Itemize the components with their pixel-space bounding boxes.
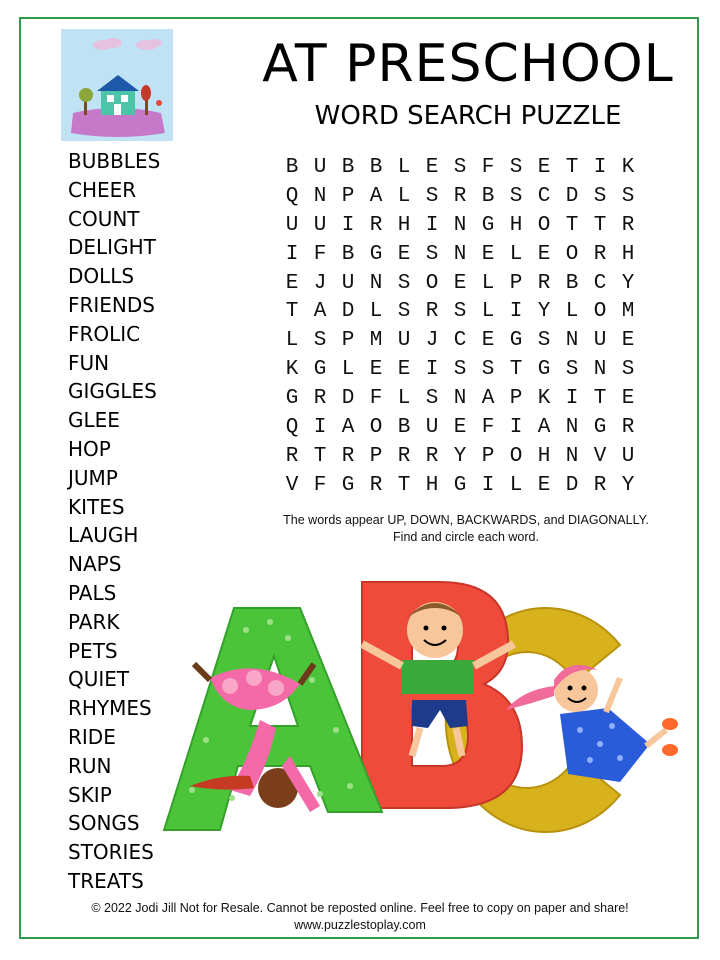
- grid-letter[interactable]: R: [341, 444, 355, 468]
- grid-letter[interactable]: B: [397, 416, 411, 440]
- instructions-line-1: The words appear UP, DOWN, BACKWARDS, and DIAGONALLY.: [283, 513, 649, 527]
- website-url[interactable]: www.puzzlestoplay.com: [294, 918, 426, 932]
- grid-row: [278, 183, 642, 212]
- grid-letter[interactable]: C: [537, 184, 551, 208]
- grid-letter[interactable]: E: [453, 416, 467, 440]
- grid-letter[interactable]: N: [453, 213, 467, 237]
- grid-letter[interactable]: A: [481, 387, 495, 411]
- grid-letter[interactable]: L: [397, 184, 411, 208]
- grid-letter[interactable]: E: [397, 358, 411, 382]
- grid-row: [278, 443, 642, 472]
- grid-letter[interactable]: R: [285, 444, 299, 468]
- word-item: PALS: [68, 580, 117, 605]
- grid-letter[interactable]: E: [397, 242, 411, 266]
- grid-letter[interactable]: G: [481, 213, 495, 237]
- grid-letter[interactable]: G: [285, 387, 299, 411]
- grid-letter[interactable]: B: [341, 156, 355, 179]
- grid-letter[interactable]: M: [621, 300, 635, 324]
- grid-letter[interactable]: P: [481, 444, 495, 468]
- grid-letter[interactable]: U: [425, 416, 439, 440]
- grid-row: [278, 154, 642, 183]
- grid-letter[interactable]: A: [341, 416, 355, 440]
- grid-row: [278, 472, 642, 501]
- grid-letter[interactable]: I: [285, 242, 299, 266]
- grid-letter[interactable]: S: [621, 358, 635, 382]
- grid-letter[interactable]: I: [313, 416, 327, 440]
- grid-letter[interactable]: V: [593, 444, 607, 468]
- grid-letter[interactable]: S: [509, 156, 523, 179]
- grid-letter[interactable]: T: [509, 358, 523, 382]
- grid-letter[interactable]: O: [509, 444, 523, 468]
- grid-letter[interactable]: S: [453, 300, 467, 324]
- grid-letter[interactable]: N: [565, 329, 579, 353]
- page-title: AT PRESCHOOL: [262, 34, 674, 94]
- grid-letter[interactable]: Y: [453, 444, 467, 468]
- grid-letter[interactable]: R: [621, 416, 635, 440]
- grid-letter[interactable]: Q: [285, 416, 299, 440]
- grid-letter[interactable]: C: [593, 271, 607, 295]
- grid-letter[interactable]: R: [593, 473, 607, 497]
- grid-letter[interactable]: T: [565, 213, 579, 237]
- grid-letter[interactable]: S: [425, 184, 439, 208]
- grid-letter[interactable]: I: [509, 300, 523, 324]
- grid-letter[interactable]: R: [593, 242, 607, 266]
- word-item: RHYMES: [68, 696, 152, 721]
- grid-row: [278, 270, 642, 299]
- grid-letter[interactable]: C: [453, 329, 467, 353]
- grid-letter[interactable]: L: [509, 473, 523, 497]
- word-item: DELIGHT: [68, 235, 156, 260]
- grid-letter[interactable]: B: [481, 184, 495, 208]
- grid-letter[interactable]: S: [593, 184, 607, 208]
- grid-letter[interactable]: U: [593, 329, 607, 353]
- grid-letter[interactable]: L: [369, 300, 383, 324]
- grid-letter[interactable]: Y: [621, 473, 635, 497]
- grid-letter[interactable]: E: [481, 329, 495, 353]
- word-item: FROLIC: [68, 321, 141, 346]
- grid-letter[interactable]: G: [593, 416, 607, 440]
- grid-letter[interactable]: U: [621, 444, 635, 468]
- grid-letter[interactable]: E: [369, 358, 383, 382]
- grid-letter[interactable]: H: [621, 242, 635, 266]
- grid-letter[interactable]: L: [285, 329, 299, 353]
- grid-letter[interactable]: B: [341, 242, 355, 266]
- grid-letter[interactable]: E: [481, 242, 495, 266]
- grid-letter[interactable]: E: [621, 387, 635, 411]
- word-item: FUN: [68, 350, 110, 375]
- word-item: RIDE: [68, 724, 116, 749]
- grid-letter[interactable]: F: [369, 387, 383, 411]
- grid-letter[interactable]: O: [537, 213, 551, 237]
- grid-letter[interactable]: V: [285, 473, 299, 497]
- grid-letter[interactable]: L: [481, 271, 495, 295]
- grid-letter[interactable]: R: [621, 213, 635, 237]
- grid-row: [278, 356, 642, 385]
- grid-letter[interactable]: E: [621, 329, 635, 353]
- grid-letter[interactable]: R: [397, 444, 411, 468]
- grid-letter[interactable]: S: [481, 358, 495, 382]
- grid-letter[interactable]: N: [453, 387, 467, 411]
- grid-letter[interactable]: I: [509, 416, 523, 440]
- grid-row: [278, 241, 642, 270]
- grid-letter[interactable]: Y: [621, 271, 635, 295]
- grid-letter[interactable]: B: [285, 156, 299, 179]
- grid-letter[interactable]: S: [313, 329, 327, 353]
- grid-letter[interactable]: S: [453, 156, 467, 179]
- grid-letter[interactable]: R: [537, 271, 551, 295]
- word-item: STORIES: [68, 840, 154, 865]
- word-item: GIGGLES: [68, 379, 157, 404]
- grid-letter[interactable]: J: [313, 271, 327, 295]
- grid-letter[interactable]: P: [369, 444, 383, 468]
- grid-letter[interactable]: I: [341, 213, 355, 237]
- grid-letter[interactable]: Q: [285, 184, 299, 208]
- word-item: RUN: [68, 753, 112, 778]
- word-item: SKIP: [68, 782, 112, 807]
- grid-letter[interactable]: O: [565, 242, 579, 266]
- grid-letter[interactable]: S: [537, 329, 551, 353]
- grid-letter[interactable]: N: [565, 416, 579, 440]
- grid-row: [278, 298, 642, 327]
- grid-letter[interactable]: B: [565, 271, 579, 295]
- instructions-line-2: Find and circle each word.: [393, 530, 539, 544]
- abc-kids-illustration: [150, 560, 700, 850]
- grid-letter[interactable]: G: [453, 473, 467, 497]
- word-item: GLEE: [68, 408, 120, 433]
- grid-letter[interactable]: R: [369, 213, 383, 237]
- grid-letter[interactable]: R: [425, 444, 439, 468]
- word-item: DOLLS: [68, 264, 135, 289]
- grid-letter[interactable]: A: [537, 416, 551, 440]
- grid-letter[interactable]: A: [313, 300, 327, 324]
- grid-letter[interactable]: N: [565, 444, 579, 468]
- grid-letter[interactable]: E: [537, 473, 551, 497]
- grid-letter[interactable]: U: [313, 213, 327, 237]
- word-item: KITES: [68, 494, 125, 519]
- grid-letter[interactable]: U: [313, 156, 327, 179]
- grid-letter[interactable]: K: [285, 358, 299, 382]
- grid-letter[interactable]: M: [369, 329, 383, 353]
- grid-letter[interactable]: P: [341, 329, 355, 353]
- grid-letter[interactable]: I: [425, 213, 439, 237]
- word-item: BUBBLES: [68, 149, 161, 173]
- word-item: HOP: [68, 436, 111, 461]
- grid-letter[interactable]: U: [285, 213, 299, 237]
- word-item: TREATS: [68, 868, 144, 893]
- grid-letter[interactable]: E: [425, 156, 439, 179]
- page-subtitle: WORD SEARCH PUZZLE: [314, 101, 622, 131]
- grid-letter[interactable]: N: [453, 242, 467, 266]
- grid-letter[interactable]: G: [341, 473, 355, 497]
- grid-letter[interactable]: L: [509, 242, 523, 266]
- grid-letter[interactable]: H: [397, 213, 411, 237]
- grid-letter[interactable]: R: [313, 387, 327, 411]
- instructions: [270, 512, 662, 546]
- word-item: PARK: [68, 609, 120, 634]
- word-item: QUIET: [68, 667, 130, 692]
- grid-letter[interactable]: B: [369, 156, 383, 179]
- word-item: JUMP: [68, 465, 118, 490]
- grid-letter[interactable]: S: [565, 358, 579, 382]
- word-list: [68, 147, 160, 896]
- grid-letter[interactable]: U: [341, 271, 355, 295]
- grid-letter[interactable]: H: [537, 444, 551, 468]
- grid-letter[interactable]: P: [509, 387, 523, 411]
- grid-letter[interactable]: S: [397, 271, 411, 295]
- grid-letter[interactable]: N: [369, 271, 383, 295]
- grid-letter[interactable]: S: [621, 184, 635, 208]
- grid-letter[interactable]: P: [509, 271, 523, 295]
- grid-letter[interactable]: G: [537, 358, 551, 382]
- grid-letter[interactable]: S: [425, 242, 439, 266]
- grid-letter[interactable]: L: [397, 387, 411, 411]
- grid-letter[interactable]: L: [397, 156, 411, 179]
- grid-letter[interactable]: L: [481, 300, 495, 324]
- grid-letter[interactable]: N: [593, 358, 607, 382]
- grid-letter[interactable]: I: [593, 156, 607, 179]
- grid-letter[interactable]: G: [313, 358, 327, 382]
- grid-letter[interactable]: I: [481, 473, 495, 497]
- grid-letter[interactable]: T: [313, 444, 327, 468]
- word-item: COUNT: [68, 206, 140, 231]
- grid-letter[interactable]: I: [565, 387, 579, 411]
- word-item: NAPS: [68, 552, 122, 577]
- grid-row: [278, 414, 642, 443]
- grid-letter[interactable]: D: [341, 300, 355, 324]
- grid-letter[interactable]: E: [285, 271, 299, 295]
- grid-letter[interactable]: K: [537, 387, 551, 411]
- word-item: FRIENDS: [68, 292, 155, 317]
- grid-letter[interactable]: U: [397, 329, 411, 353]
- grid-letter[interactable]: P: [341, 184, 355, 208]
- grid-row: [278, 385, 642, 414]
- grid-letter[interactable]: S: [509, 184, 523, 208]
- grid-letter[interactable]: D: [565, 184, 579, 208]
- grid-letter[interactable]: H: [509, 213, 523, 237]
- grid-row: [278, 212, 642, 241]
- letter-grid: [278, 154, 642, 501]
- grid-letter[interactable]: E: [537, 156, 551, 179]
- grid-letter[interactable]: G: [369, 242, 383, 266]
- grid-letter[interactable]: F: [313, 473, 327, 497]
- grid-letter[interactable]: T: [397, 473, 411, 497]
- grid-letter[interactable]: R: [425, 300, 439, 324]
- grid-letter[interactable]: F: [481, 156, 495, 179]
- grid-letter[interactable]: S: [425, 387, 439, 411]
- grid-letter[interactable]: L: [565, 300, 579, 324]
- grid-letter[interactable]: T: [285, 300, 299, 324]
- grid-letter[interactable]: D: [565, 473, 579, 497]
- grid-letter[interactable]: S: [397, 300, 411, 324]
- grid-letter[interactable]: I: [425, 358, 439, 382]
- grid-letter[interactable]: L: [341, 358, 355, 382]
- grid-letter[interactable]: A: [369, 184, 383, 208]
- grid-letter[interactable]: T: [565, 156, 579, 179]
- word-item: SONGS: [68, 811, 140, 836]
- grid-letter[interactable]: T: [593, 387, 607, 411]
- grid-letter[interactable]: S: [453, 358, 467, 382]
- grid-letter[interactable]: O: [593, 300, 607, 324]
- grid-row: [278, 327, 642, 356]
- grid-letter[interactable]: E: [453, 271, 467, 295]
- house-illustration: [61, 29, 173, 141]
- grid-letter[interactable]: O: [369, 416, 383, 440]
- grid-letter[interactable]: F: [313, 242, 327, 266]
- grid-letter[interactable]: O: [425, 271, 439, 295]
- grid-letter[interactable]: H: [425, 473, 439, 497]
- grid-letter[interactable]: G: [509, 329, 523, 353]
- grid-letter[interactable]: D: [341, 387, 355, 411]
- footer: [25, 900, 695, 934]
- copyright-text: © 2022 Jodi Jill Not for Resale. Cannot be reposted online. Feel free to copy on paper and share!: [91, 901, 629, 915]
- grid-letter[interactable]: F: [481, 416, 495, 440]
- grid-letter[interactable]: N: [313, 184, 327, 208]
- grid-letter[interactable]: R: [369, 473, 383, 497]
- grid-letter[interactable]: J: [425, 329, 439, 353]
- grid-letter[interactable]: R: [453, 184, 467, 208]
- grid-letter[interactable]: K: [621, 156, 635, 179]
- grid-letter[interactable]: T: [593, 213, 607, 237]
- word-item: PETS: [68, 638, 118, 663]
- grid-letter[interactable]: E: [537, 242, 551, 266]
- grid-letter[interactable]: Y: [537, 300, 551, 324]
- word-item: LAUGH: [68, 523, 139, 548]
- word-item: CHEER: [68, 177, 137, 202]
